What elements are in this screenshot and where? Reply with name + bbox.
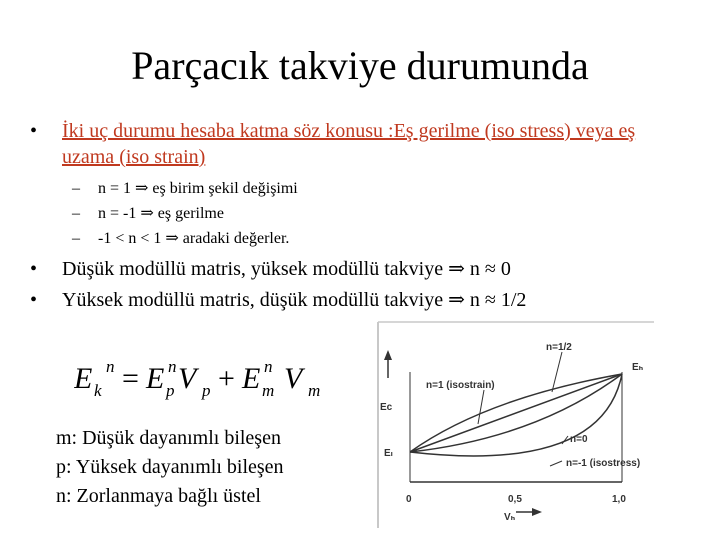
sub-bullet-intermediate bbox=[72, 226, 298, 251]
formula-operator: = bbox=[122, 362, 139, 395]
label-el: Eₗ bbox=[384, 448, 393, 459]
bullet-marker: • bbox=[30, 258, 38, 280]
label-n-half: n=1/2 bbox=[546, 342, 572, 353]
dash-marker: – bbox=[72, 205, 80, 222]
slide-title: Parçacık takviye durumunda bbox=[131, 43, 589, 88]
modulus-bullets bbox=[30, 254, 526, 316]
modulus-vs-volume-fraction-diagram bbox=[366, 320, 656, 530]
formula-symbol: E bbox=[242, 362, 261, 395]
bullet-high-modulus-matrix bbox=[30, 285, 526, 316]
dash-marker: – bbox=[72, 230, 80, 247]
sub-bullet-text: n = 1 ⇒ eş birim şekil değişimi bbox=[98, 180, 298, 197]
formula-exponent: n bbox=[264, 357, 273, 376]
bullet-text: Yüksek modüllü matris, düşük modüllü takviye ⇒ n ≈ 1/2 bbox=[62, 289, 527, 311]
label-n-zero: n=0 bbox=[570, 434, 588, 445]
symbol-definitions bbox=[56, 424, 284, 511]
formula-exponent: n bbox=[168, 357, 177, 376]
dash-marker: – bbox=[72, 180, 80, 197]
bullet-low-modulus-matrix bbox=[30, 254, 526, 285]
formula-operator: + bbox=[218, 362, 235, 395]
formula-subscript: p bbox=[166, 381, 175, 400]
bullet-extreme-cases bbox=[30, 118, 670, 170]
formula-subscript: k bbox=[94, 381, 102, 400]
label-ec: Eᴄ bbox=[380, 402, 393, 413]
formula-subscript: m bbox=[262, 381, 275, 400]
label-isostrain: n=1 (isostrain) bbox=[426, 380, 495, 391]
tick-05: 0,5 bbox=[508, 494, 522, 505]
leader-isostrain bbox=[478, 390, 484, 424]
bullet-text: Düşük modüllü matris, yüksek modüllü takviye ⇒ n ≈ 0 bbox=[62, 258, 511, 280]
formula-symbol: E bbox=[74, 362, 93, 395]
mixture-rule-formula bbox=[74, 352, 334, 402]
sub-bullet-list bbox=[72, 176, 298, 251]
label-vh: Vₕ bbox=[504, 512, 516, 523]
label-eh: Eₕ bbox=[632, 362, 644, 373]
formula-exponent: n bbox=[106, 357, 115, 376]
bullet-marker: • bbox=[30, 289, 38, 311]
x-axis-arrowhead bbox=[532, 508, 542, 516]
sub-bullet-text: n = -1 ⇒ eş gerilme bbox=[98, 205, 224, 222]
tick-0: 0 bbox=[406, 494, 412, 505]
formula-subscript: p bbox=[202, 381, 211, 400]
extreme-cases-link[interactable]: İki uç durumu hesaba katma söz konusu :Eş gerilme (iso stress) veya eş uzama (iso strain) bbox=[62, 120, 636, 168]
leader-isostress bbox=[550, 461, 562, 466]
bullet-marker: • bbox=[30, 120, 38, 142]
label-isostress: n=-1 (isostress) bbox=[566, 458, 641, 469]
definition-m: m: Düşük dayanımlı bileşen bbox=[56, 427, 281, 449]
leader-n-half bbox=[552, 352, 562, 392]
sub-bullet-isostress bbox=[72, 201, 298, 226]
definition-n: n: Zorlanmaya bağlı üstel bbox=[56, 485, 261, 507]
formula-symbol: E bbox=[146, 362, 165, 395]
definition-p: p: Yüksek dayanımlı bileşen bbox=[56, 456, 284, 478]
y-axis-arrowhead bbox=[384, 350, 392, 360]
formula-subscript: m bbox=[308, 381, 321, 400]
sub-bullet-text: -1 < n < 1 ⇒ aradaki değerler. bbox=[98, 230, 290, 247]
tick-10: 1,0 bbox=[612, 494, 626, 505]
sub-bullet-isostrain bbox=[72, 176, 298, 201]
formula-symbol: V bbox=[284, 362, 303, 395]
formula-symbol: V bbox=[178, 362, 197, 395]
